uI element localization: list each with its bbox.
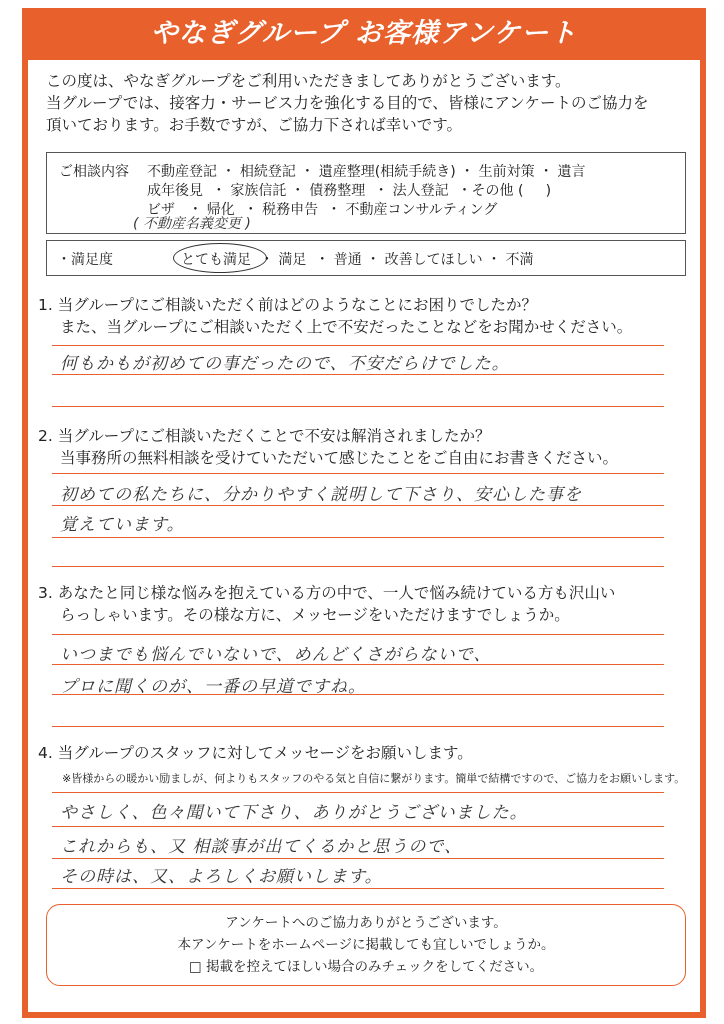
answer-3-line: いつまでも悩んでいないで、めんどくさがらないで、	[60, 645, 492, 665]
answer-4-line: これからも、又 相談事が出てくるかと思うので、	[60, 837, 463, 857]
question-2	[38, 425, 688, 469]
intro-line: この度は、やなぎグループをご利用いただきましてありがとうございます。	[46, 72, 571, 90]
satisfaction-label: ・満足度	[57, 252, 113, 268]
question-4	[38, 742, 688, 764]
answer-line	[52, 634, 664, 635]
answer-line	[52, 345, 664, 346]
footer-box	[46, 904, 686, 986]
consultation-box	[46, 152, 686, 234]
question-1	[38, 294, 688, 338]
question-text: 3. あなたと同じ様な悩みを抱えている方の中で、一人で悩み続けている方も沢山い	[38, 584, 616, 602]
intro-line: 頂いております。お手数ですが、ご協力下されば幸いです。	[46, 116, 463, 134]
footer-line: 本アンケートをホームページに掲載しても宜しいでしょうか。	[177, 937, 555, 953]
publish-opt-out-checkbox[interactable]: □ 掲載を控えてほしい場合のみチェックをしてください。	[188, 959, 544, 975]
question-text: 当事務所の無料相談を受けていただいて感じたことをご自由にお書きください。	[60, 449, 619, 467]
consultation-options-line[interactable]: 成年後見 ・ 家族信託 ・ 債務整理 ・ 法人登記 ・その他 ( )	[147, 183, 552, 199]
question-text: また、当グループにご相談いただく上で不安だったことなどをお聞かせください。	[60, 318, 633, 336]
answer-2-line: 覚えています。	[60, 515, 185, 535]
answer-line	[52, 792, 664, 793]
consultation-label: ご相談内容	[59, 164, 129, 180]
question-text: 1. 当グループにご相談いただく前はどのようなことにお困りでしたか？	[38, 296, 537, 314]
intro-line: 当グループでは、接客力・サービス力を強化する目的で、皆様にアンケートのご協力を	[46, 94, 649, 112]
answer-2-line: 初めての私たちに、分かりやすく説明して下さり、安心した事を	[60, 485, 582, 505]
answer-line	[52, 505, 664, 506]
question-text: らっしゃいます。その様な方に、メッセージをいただけますでしょうか。	[60, 606, 570, 624]
consultation-options-line[interactable]: 不動産登記 ・ 相続登記 ・ 遺産整理(相続手続き) ・ 生前対策 ・ 遺言	[147, 164, 586, 180]
answer-line	[52, 473, 664, 474]
answer-line	[52, 374, 664, 375]
consultation-options-line[interactable]: ビザ ・ 帰化 ・ 税務申告 ・ 不動産コンサルティング	[147, 202, 498, 218]
intro-text	[46, 70, 686, 136]
page-title: やなぎグループ お客様アンケート	[22, 8, 706, 60]
question-4-note: ※皆様からの暖かい励ましが、何よりもスタッフのやる気と自信に繋がります。簡単で結構ですので、ご協力をお願いします。	[62, 772, 686, 785]
satisfaction-box	[46, 240, 686, 276]
answer-line	[52, 537, 664, 538]
answer-line	[52, 858, 664, 859]
satisfaction-options[interactable]: とても満足 ・ 満足 ・ 普通 ・ 改善してほしい ・ 不満	[181, 252, 534, 268]
answer-4-line: その時は、又、よろしくお願いします。	[60, 867, 383, 887]
answer-line	[52, 566, 664, 567]
answer-1-line: 何もかもが初めての事だったので、不安だらけでした。	[60, 354, 510, 374]
answer-line	[52, 726, 664, 727]
answer-line	[52, 826, 664, 827]
answer-3-line: プロに聞くのが、一番の早道ですね。	[60, 677, 366, 697]
answer-4-line: やさしく、色々聞いて下さり、ありがとうございました。	[60, 803, 528, 823]
answer-line	[52, 406, 664, 407]
question-text: 2. 当グループにご相談いただくことで不安は解消されましたか？	[38, 427, 491, 445]
question-3	[38, 582, 688, 626]
answer-line	[52, 888, 664, 889]
handwritten-consultation: ( 不動産名義変更 )	[133, 216, 251, 232]
question-text: 4. 当グループのスタッフに対してメッセージをお願いします。	[38, 744, 473, 762]
footer-line: アンケートへのご協力ありがとうございます。	[225, 915, 507, 931]
